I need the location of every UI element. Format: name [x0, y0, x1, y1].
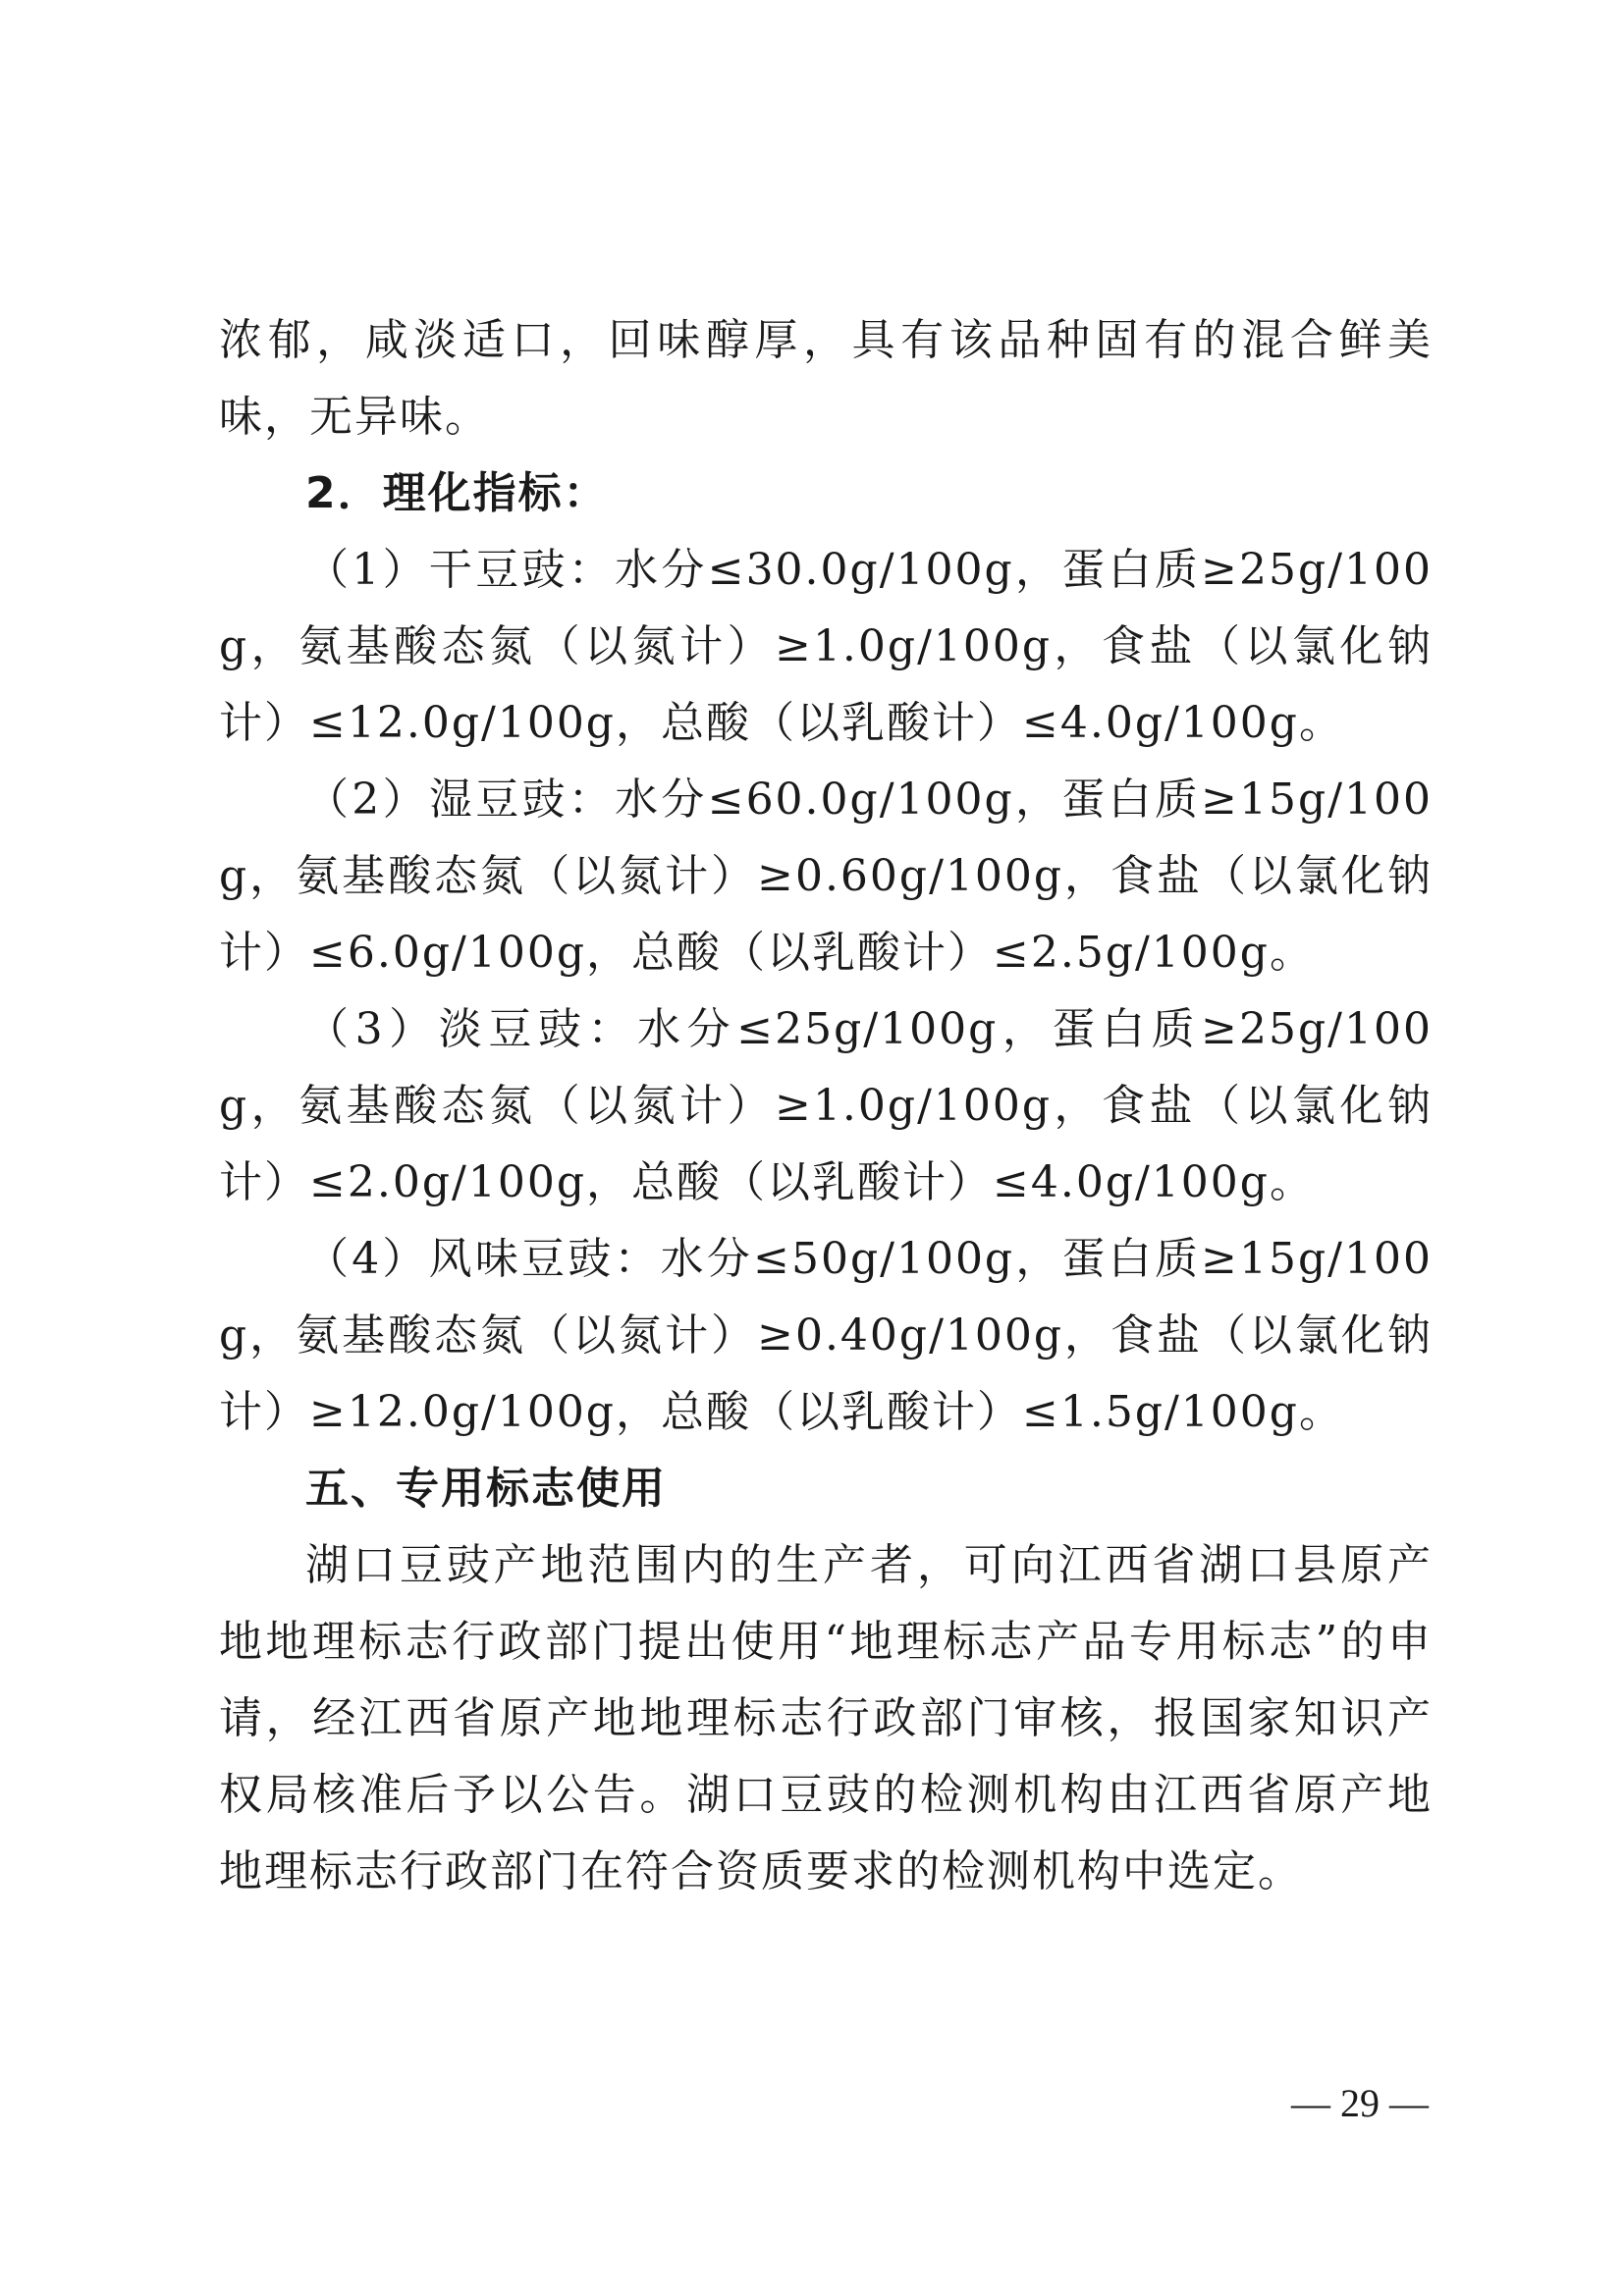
special-mark-paragraph: 湖口豆豉产地范围内的生产者，可向江西省湖口县原产地地理标志行政部门提出使用“地理标志产品专用标志”的申请，经江西省原产地地理标志行政部门审核，报国家知识产权局核准后予以公告。湖口豆豉的检测机构由江西省原产地地理标志行政部门在符合资质要求的检测机构中选定。	[219, 1540, 1433, 1896]
item-light-douchi: （3）淡豆豉：水分≤25g/100g，蛋白质≥25g/100g，氨基酸态氮（以氮计）≥1.0g/100g，食盐（以氯化钠计）≤2.0g/100g，总酸（以乳酸计）≤4.0g/100g。	[219, 1004, 1433, 1207]
continuation-paragraph: 浓郁，咸淡适口，回味醇厚，具有该品种固有的混合鲜美味，无异味。	[219, 315, 1433, 442]
page-number: — 29 —	[1291, 2081, 1429, 2125]
item-dry-douchi: （1）干豆豉：水分≤30.0g/100g，蛋白质≥25g/100g，氨基酸态氮（以氮计）≥1.0g/100g，食盐（以氯化钠计）≤12.0g/100g，总酸（以乳酸计）≤4.0g/100g。	[219, 545, 1433, 748]
section-heading-special-mark: 五、专用标志使用	[305, 1464, 667, 1514]
item-wet-douchi: （2）湿豆豉：水分≤60.0g/100g，蛋白质≥15g/100g，氨基酸态氮（以氮计）≥0.60g/100g，食盐（以氯化钠计）≤6.0g/100g，总酸（以乳酸计）≤2.5g/100g。	[219, 774, 1433, 978]
section-heading-physicochemical: 2．理化指标：	[305, 468, 609, 518]
document-body	[219, 302, 1433, 1910]
item-flavor-douchi: （4）风味豆豉：水分≤50g/100g，蛋白质≥15g/100g，氨基酸态氮（以氮计）≥0.40g/100g，食盐（以氯化钠计）≥12.0g/100g，总酸（以乳酸计）≤1.5g/100g。	[219, 1234, 1433, 1437]
